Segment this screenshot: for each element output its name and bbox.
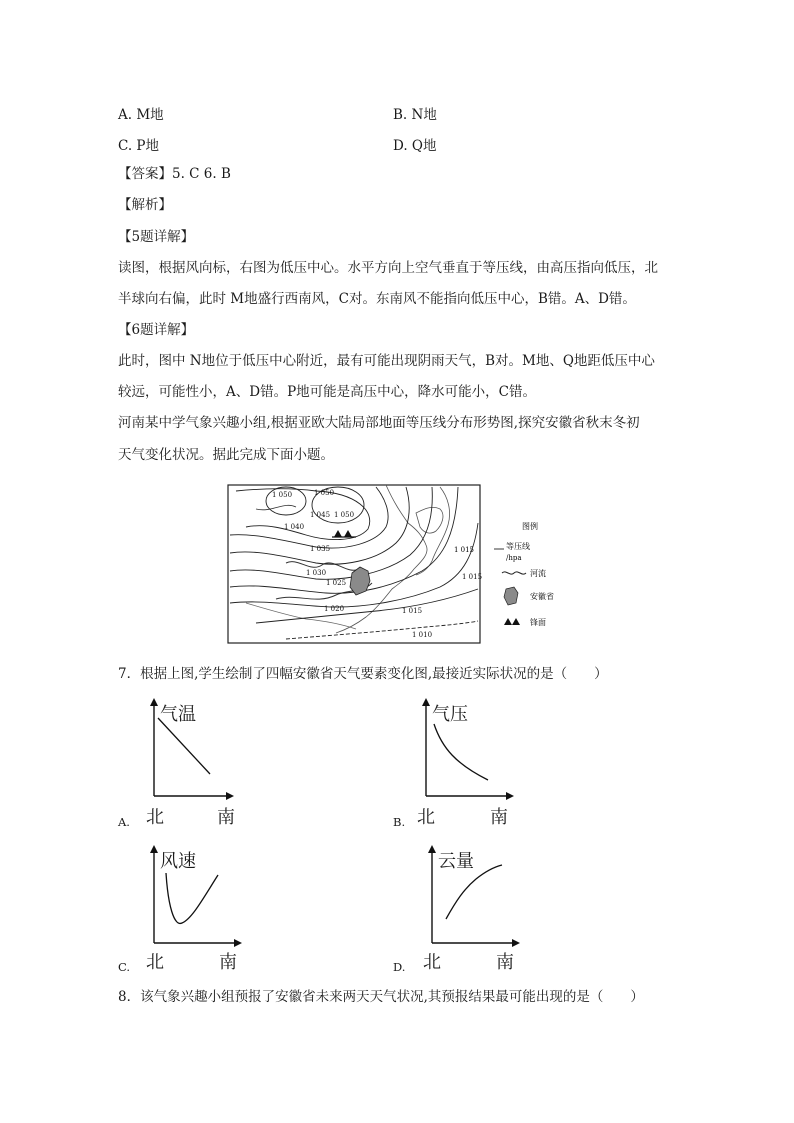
isobar-label: 1 040 — [284, 523, 305, 531]
option-b: B. N地 — [393, 107, 437, 123]
isobar-label: 1 050 — [272, 491, 293, 499]
chart-a-xlabel-south: 南 — [217, 807, 235, 828]
legend-front-icon — [504, 618, 512, 625]
answer-line: 【答案】5. C 6. B — [118, 166, 231, 182]
chart-b-xlabel-south: 南 — [490, 807, 508, 828]
q6-heading: 【6题详解】 — [118, 322, 195, 338]
y-arrow-icon — [150, 845, 158, 853]
chart-d-xlabel-north: 北 — [423, 952, 441, 973]
option-c: C. P地 — [118, 138, 160, 154]
isobar-map — [226, 483, 558, 647]
x-arrow-icon — [234, 939, 242, 947]
isobar-label: 1 025 — [326, 579, 347, 587]
isobar-label: 1 045 — [310, 511, 331, 519]
x-arrow-icon — [226, 792, 234, 800]
q5-explanation-line-1: 读图，根据风向标，右图为低压中心。水平方向上空气垂直于等压线，由高压指向低压，北 — [118, 260, 658, 276]
chart-b-ylabel: 气压 — [432, 704, 468, 725]
chart-a-letter: A. — [118, 815, 130, 829]
map-frame — [228, 485, 483, 643]
legend-title: 图例 — [522, 522, 538, 531]
x-arrow-icon — [512, 939, 520, 947]
legend-river-icon — [502, 572, 526, 574]
chart-a-xlabel-north: 北 — [146, 807, 164, 828]
legend-front-label: 锋面 — [530, 618, 546, 627]
isobar-label: 1 035 — [310, 545, 331, 553]
legend-front-icon — [512, 618, 520, 625]
legend-province-icon — [504, 587, 518, 605]
chart-a-curve — [158, 718, 210, 774]
q5-explanation-line-2: 半球向右偏，此时 M地盛行西南风，C对。东南风不能指向低压中心，B错。A、D错。 — [118, 291, 636, 307]
legend-isobar-unit: /hpa — [506, 554, 522, 562]
isobar-label: 1 050 — [314, 489, 335, 497]
chart-d-ylabel: 云量 — [438, 851, 474, 872]
option-d: D. Q地 — [393, 138, 437, 154]
isobar-label: 1 020 — [324, 605, 345, 613]
question-7: 7．根据上图,学生绘制了四幅安徽省天气要素变化图,最接近实际状况的是（ ） — [118, 666, 608, 682]
isobar-label: 1 015 — [402, 607, 423, 615]
chart-c-ylabel: 风速 — [160, 851, 196, 872]
legend-isobar-label: 等压线 — [506, 542, 530, 551]
question-8: 8．该气象兴趣小组预报了安徽省未来两天天气状况,其预报结果最可能出现的是（ ） — [118, 989, 644, 1005]
x-arrow-icon — [506, 792, 514, 800]
intro-line-2: 天气变化状况。据此完成下面小题。 — [118, 447, 334, 463]
intro-line-1: 河南某中学气象兴趣小组,根据亚欧大陆局部地面等压线分布形势图,探究安徽省秋末冬初 — [118, 415, 640, 431]
y-arrow-icon — [428, 845, 436, 853]
chart-b-curve — [434, 724, 488, 780]
chart-c-xlabel-north: 北 — [146, 952, 164, 973]
analysis-heading: 【解析】 — [118, 197, 172, 213]
isobar-label: 1 050 — [334, 511, 355, 519]
q6-explanation-line-1: 此时，图中 N地位于低压中心附近，最有可能出现阴雨天气，B对。M地、Q地距低压中心 — [118, 353, 655, 369]
chart-d-curve — [446, 865, 502, 919]
chart-c-xlabel-south: 南 — [219, 952, 237, 973]
y-arrow-icon — [150, 698, 158, 706]
q6-explanation-line-2: 较远，可能性小，A、D错。P地可能是高压中心，降水可能小，C错。 — [118, 384, 536, 400]
chart-c-letter: C. — [118, 960, 131, 974]
y-arrow-icon — [422, 698, 430, 706]
chart-c-curve — [166, 873, 218, 923]
chart-b-letter: B. — [393, 815, 406, 829]
isobar-label: 1 030 — [306, 569, 327, 577]
chart-b-xlabel-north: 北 — [417, 807, 435, 828]
legend-province-label: 安徽省 — [530, 592, 554, 601]
chart-d-letter: D. — [393, 960, 406, 974]
option-a: A. M地 — [118, 107, 164, 123]
legend-river-label: 河流 — [530, 569, 546, 578]
isobar-label: 1 015 — [462, 573, 483, 581]
legend-isobar-value: 1 015 — [453, 546, 474, 554]
chart-d-xlabel-south: 南 — [496, 952, 514, 973]
chart-a-ylabel: 气温 — [160, 704, 196, 725]
isobar-label: 1 010 — [412, 631, 433, 639]
q5-heading: 【5题详解】 — [118, 229, 195, 245]
